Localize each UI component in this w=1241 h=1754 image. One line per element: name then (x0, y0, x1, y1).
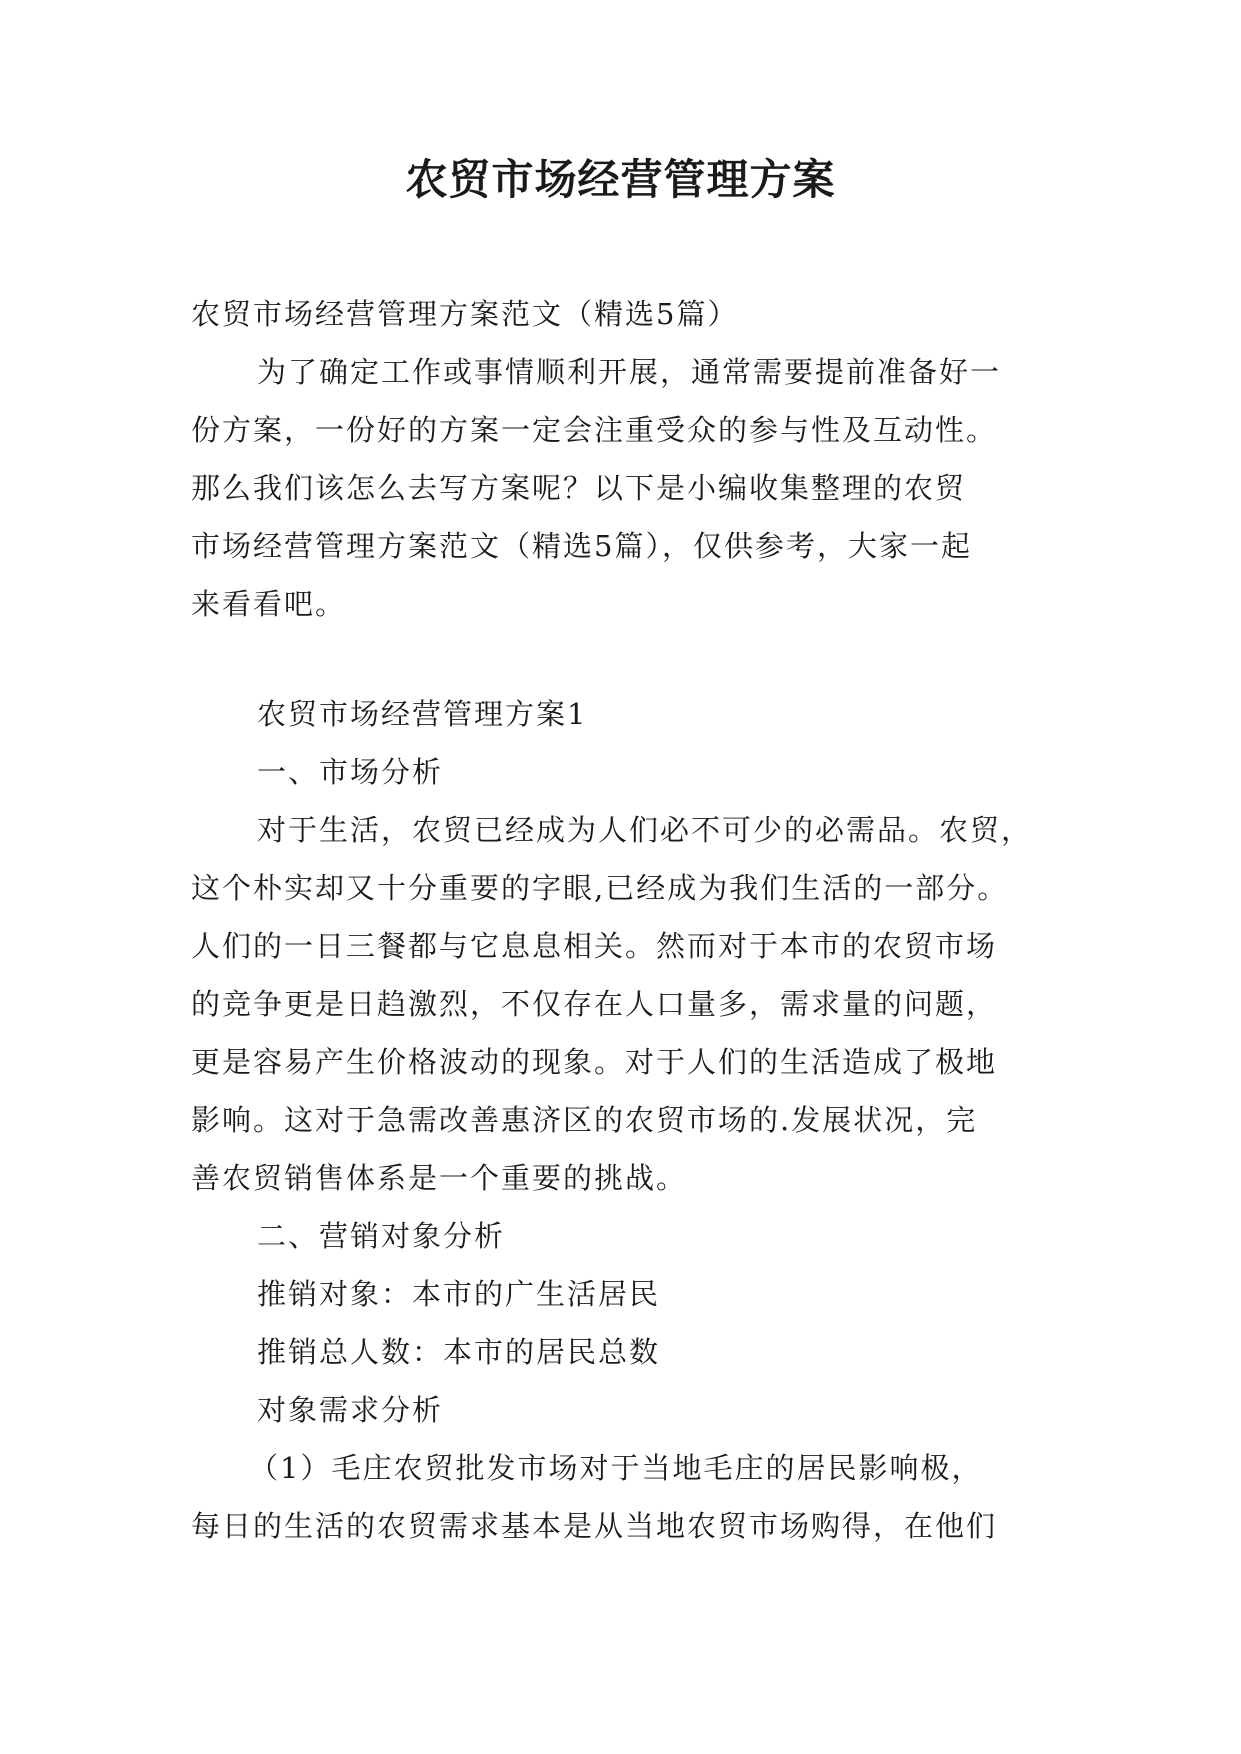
paragraph-line: 推销对象：本市的广生活居民 (257, 1277, 661, 1311)
paragraph-line: 份方案，一份好的方案一定会注重受众的参与性及互动性。 (191, 413, 998, 447)
paragraph-line: 影响。这对于急需改善惠济区的农贸市场的.发展状况，完 (191, 1103, 978, 1137)
document-body (191, 285, 1061, 1555)
paragraph-line: 为了确定工作或事情顺利开展，通常需要提前准备好一 (257, 355, 1002, 389)
paragraph-gap (191, 633, 1061, 685)
document-title: 农贸市场经营管理方案 (405, 155, 836, 204)
paragraph-line: （1）毛庄农贸批发市场对于当地毛庄的居民影响极， (249, 1451, 983, 1485)
section-heading: 一、市场分析 (257, 755, 444, 789)
section-heading: 二、营销对象分析 (257, 1219, 506, 1253)
paragraph-line: 对象需求分析 (257, 1393, 444, 1427)
paragraph-line: 来看看吧。 (191, 587, 347, 621)
paragraph-line: 更是容易产生价格波动的现象。对于人们的生活造成了极地 (191, 1045, 998, 1079)
paragraph-line: 市场经营管理方案范文（精选5篇），仅供参考，大家一起 (191, 529, 972, 563)
paragraph-line: 善农贸销售体系是一个重要的挑战。 (191, 1161, 688, 1195)
paragraph-line: 这个朴实却又十分重要的字眼,已经成为我们生活的一部分。 (191, 871, 1009, 905)
paragraph-line: 那么我们该怎么去写方案呢？以下是小编收集整理的农贸 (191, 471, 967, 505)
section-heading: 农贸市场经营管理方案1 (257, 697, 588, 731)
paragraph-line: 人们的一日三餐都与它息息相关。然而对于本市的农贸市场 (191, 929, 998, 963)
paragraph-line: 每日的生活的农贸需求基本是从当地农贸市场购得，在他们 (191, 1509, 998, 1543)
subtitle-line: 农贸市场经营管理方案范文（精选5篇） (191, 297, 739, 331)
paragraph-line: 推销总人数：本市的居民总数 (257, 1335, 661, 1369)
paragraph-line: 对于生活，农贸已经成为人们必不可少的必需品。农贸， (257, 813, 1033, 847)
paragraph-line: 的竞争更是日趋激烈，不仅存在人口量多，需求量的问题， (191, 987, 998, 1021)
